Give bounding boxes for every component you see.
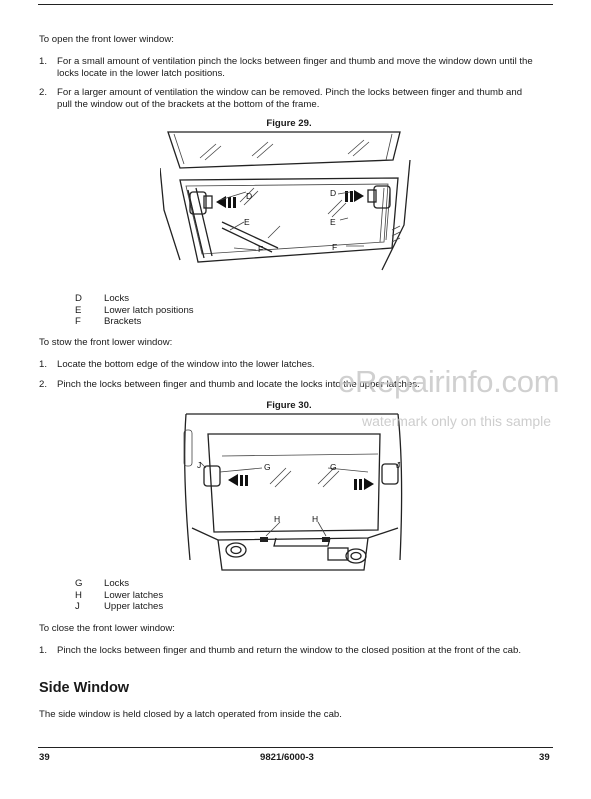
step-number: 1. bbox=[39, 359, 48, 370]
bottom-rule bbox=[38, 747, 553, 748]
callout-d-left: D bbox=[246, 191, 253, 201]
callout-e-left: E bbox=[244, 217, 250, 227]
step-number: 2. bbox=[39, 87, 48, 98]
legend-label: Lower latches bbox=[104, 589, 164, 601]
legend-label: Brackets bbox=[104, 316, 142, 327]
step-text: Pinch the locks between finger and thumb and return the window to the closed position at the front of the cab. bbox=[57, 645, 521, 656]
legend-label: Lower latch positions bbox=[104, 304, 194, 316]
section-body: The side window is held closed by a latch operated from inside the cab. bbox=[39, 709, 342, 720]
figure-29-title: Figure 29. bbox=[266, 118, 312, 129]
legend-key: G bbox=[75, 578, 83, 589]
callout-f-right: F bbox=[332, 242, 338, 252]
top-rule bbox=[38, 4, 553, 5]
intro-stow: To stow the front lower window: bbox=[39, 337, 173, 348]
footer-doc-number: 9821/6000-3 bbox=[260, 752, 314, 763]
legend-label: Upper latches bbox=[104, 601, 164, 612]
callout-e-right: E bbox=[330, 217, 336, 227]
step-text: Locate the bottom edge of the window into the lower latches. bbox=[57, 359, 315, 370]
legend-key: D bbox=[75, 293, 82, 304]
legend-label: Locks bbox=[104, 578, 130, 589]
callout-g-left: G bbox=[264, 462, 271, 472]
legend-key: F bbox=[75, 316, 81, 327]
callout-h-left: H bbox=[274, 514, 281, 524]
callout-f-left: F bbox=[258, 244, 264, 254]
legend-label: Locks bbox=[104, 293, 130, 304]
callout-j-left: J bbox=[197, 460, 202, 470]
step-number: 1. bbox=[39, 645, 48, 656]
figure-30-title: Figure 30. bbox=[266, 400, 312, 411]
intro-close: To close the front lower window: bbox=[39, 623, 175, 634]
legend-key: J bbox=[75, 601, 80, 612]
figure-30-illustration bbox=[178, 410, 410, 578]
callout-h-right: H bbox=[312, 514, 319, 524]
legend-key: H bbox=[75, 589, 82, 601]
section-heading: Side Window bbox=[39, 680, 130, 696]
callout-d-right: D bbox=[330, 188, 337, 198]
footer-page-right: 39 bbox=[539, 752, 550, 763]
legend-key: E bbox=[75, 304, 82, 316]
intro-open: To open the front lower window: bbox=[39, 34, 174, 45]
callout-g-right: G bbox=[330, 462, 337, 472]
callout-j-right: J bbox=[396, 460, 401, 470]
step-text: For a larger amount of ventilation the window can be removed. Pinch the locks between finger and thumb and pull the window out of the brackets at the bottom of the frame. bbox=[57, 87, 523, 110]
step-number: 2. bbox=[39, 379, 48, 390]
watermark-note: watermark only on this sample bbox=[362, 413, 552, 429]
step-text: Pinch the locks between finger and thumb and locate the locks into the upper latches. bbox=[57, 379, 420, 390]
step-number: 1. bbox=[39, 56, 48, 67]
footer-page-left: 39 bbox=[39, 752, 50, 763]
watermark-site: eRepairinfo.com bbox=[338, 364, 560, 399]
step-text: For a small amount of ventilation pinch the locks between finger and thumb and move the window down until the locks locate in the lower latch positions. bbox=[57, 56, 533, 79]
figure-29-illustration bbox=[160, 130, 420, 290]
